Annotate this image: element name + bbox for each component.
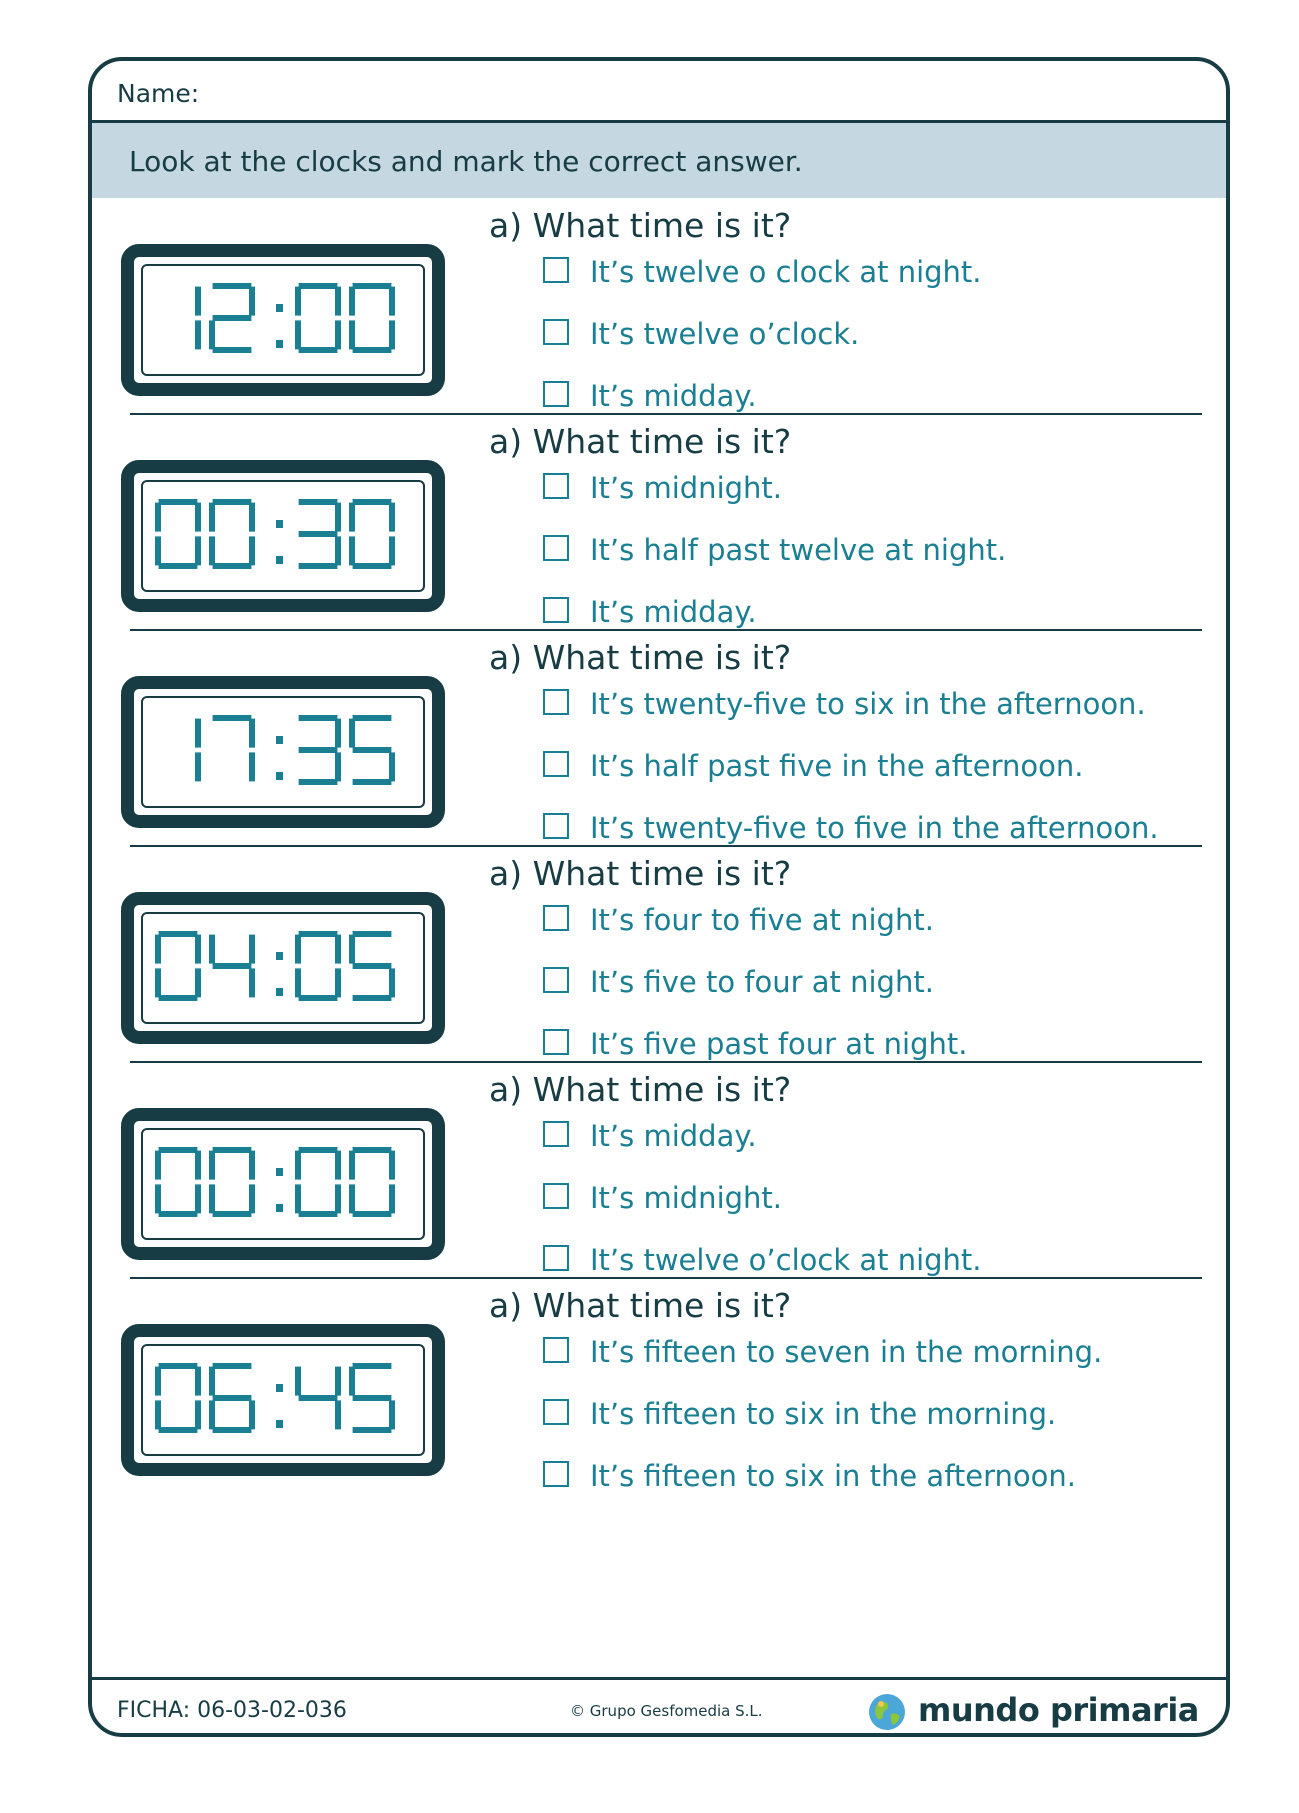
digit-segment: [213, 499, 252, 505]
clock-colon-dot: [276, 952, 283, 960]
answer-checkbox[interactable]: [543, 319, 569, 345]
answer-checkbox[interactable]: [543, 967, 569, 993]
digit-segment: [209, 320, 215, 349]
digit-segment: [195, 320, 201, 349]
clock-colon-dot: [276, 772, 283, 780]
digit-segment: [195, 503, 201, 532]
clock-digits: [143, 482, 423, 590]
digit-segment: [335, 536, 341, 565]
instruction-banner: [92, 123, 1226, 198]
answer-checkbox[interactable]: [543, 813, 569, 839]
digit-segment: [159, 1363, 198, 1369]
digit-segment: [155, 968, 161, 997]
digit-segment: [213, 1395, 252, 1401]
answer-label: It’s midnight.: [590, 1181, 782, 1215]
digit-segment: [155, 1151, 161, 1180]
digit-segment: [295, 968, 301, 997]
question-block: [92, 414, 1226, 662]
digit-segment: [335, 503, 341, 532]
answer-checkbox[interactable]: [543, 1121, 569, 1147]
digit-segment: [249, 287, 255, 316]
digit-segment: [299, 563, 338, 569]
digit-segment: [353, 1211, 392, 1217]
answer-label: It’s midnight.: [590, 471, 782, 505]
digit-segment: [155, 536, 161, 565]
digit-segment: [335, 968, 341, 997]
digit-segment: [335, 935, 341, 964]
digit-segment: [209, 1400, 215, 1429]
clock-colon-dot: [276, 1168, 283, 1176]
digit-segment: [213, 1363, 252, 1369]
digit-segment: [353, 963, 392, 969]
footer: [92, 1677, 1226, 1733]
digit-segment: [213, 1211, 252, 1217]
digit-segment: [349, 1367, 355, 1396]
question-block: [92, 630, 1226, 878]
digit-segment: [155, 503, 161, 532]
answer-checkbox[interactable]: [543, 905, 569, 931]
digit-segment: [389, 968, 395, 997]
answer-label: It’s twelve o clock at night.: [590, 255, 982, 289]
digit-segment: [209, 935, 215, 964]
digit-segment: [159, 1211, 198, 1217]
globe-icon: [867, 1692, 907, 1732]
answer-label: It’s half past five in the afternoon.: [590, 749, 1084, 783]
clock-colon-dot: [276, 556, 283, 564]
answer-checkbox[interactable]: [543, 1399, 569, 1425]
worksheet: [88, 57, 1230, 1737]
digit-segment: [353, 283, 392, 289]
answer-label: It’s twenty-five to five in the afternoon.: [590, 811, 1159, 845]
digit-segment: [389, 1400, 395, 1429]
digit-segment: [299, 1395, 338, 1401]
digital-clock: [121, 1324, 445, 1476]
name-row: [92, 61, 1226, 123]
digit-segment: [213, 1147, 252, 1153]
answer-label: It’s five to four at night.: [590, 965, 934, 999]
digit-segment: [389, 1184, 395, 1213]
digital-clock: [121, 676, 445, 828]
clock-display: [141, 912, 425, 1024]
digit-segment: [335, 1151, 341, 1180]
digit-segment: [353, 715, 392, 721]
clock-display: [141, 480, 425, 592]
digit-segment: [335, 287, 341, 316]
digit-segment: [335, 752, 341, 781]
digit-segment: [349, 719, 355, 748]
digit-segment: [155, 1367, 161, 1396]
digit-segment: [353, 995, 392, 1001]
digit-segment: [335, 1400, 341, 1429]
digit-segment: [295, 320, 301, 349]
digit-segment: [389, 752, 395, 781]
digit-segment: [299, 995, 338, 1001]
digit-segment: [389, 503, 395, 532]
digit-segment: [349, 1151, 355, 1180]
digit-segment: [349, 287, 355, 316]
digit-segment: [299, 499, 338, 505]
question-prompt: a) What time is it?: [489, 1070, 792, 1109]
question-prompt: a) What time is it?: [489, 638, 792, 677]
answer-checkbox[interactable]: [543, 535, 569, 561]
digit-segment: [389, 1151, 395, 1180]
digit-segment: [295, 1367, 301, 1396]
question-prompt: a) What time is it?: [489, 1286, 792, 1325]
answer-checkbox[interactable]: [543, 1245, 569, 1271]
question-prompt: a) What time is it?: [489, 854, 792, 893]
digital-clock: [121, 1108, 445, 1260]
digit-segment: [335, 320, 341, 349]
digit-segment: [213, 1427, 252, 1433]
digit-segment: [353, 931, 392, 937]
answer-label: It’s midday.: [590, 379, 757, 413]
question-prompt: a) What time is it?: [489, 422, 792, 461]
digit-segment: [195, 935, 201, 964]
ficha-code: FICHA: 06-03-02-036: [117, 1698, 347, 1723]
digit-segment: [195, 1151, 201, 1180]
digit-segment: [299, 715, 338, 721]
digit-segment: [159, 931, 198, 937]
digit-segment: [299, 1147, 338, 1153]
digit-segment: [155, 935, 161, 964]
digit-segment: [299, 531, 338, 537]
digit-segment: [299, 283, 338, 289]
digit-segment: [299, 779, 338, 785]
answer-label: It’s midday.: [590, 595, 757, 629]
digit-segment: [213, 715, 252, 721]
digit-segment: [349, 320, 355, 349]
clock-digits: [143, 1346, 423, 1454]
digit-segment: [195, 1400, 201, 1429]
clock-digits: [143, 1130, 423, 1238]
digit-segment: [353, 347, 392, 353]
digit-segment: [353, 499, 392, 505]
digit-segment: [159, 499, 198, 505]
digit-segment: [349, 503, 355, 532]
answer-checkbox[interactable]: [543, 689, 569, 715]
digit-segment: [249, 752, 255, 781]
answer-label: It’s fifteen to six in the morning.: [590, 1397, 1057, 1431]
answer-checkbox[interactable]: [543, 1029, 569, 1055]
digit-segment: [213, 283, 252, 289]
clock-colon-dot: [276, 736, 283, 744]
question-block: [92, 198, 1226, 446]
digit-segment: [249, 503, 255, 532]
clock-colon-dot: [276, 340, 283, 348]
question-prompt: a) What time is it?: [489, 206, 792, 245]
digit-segment: [195, 968, 201, 997]
instruction-text: Look at the clocks and mark the correct answer.: [129, 145, 803, 178]
clock-colon-dot: [276, 1384, 283, 1392]
digit-segment: [349, 1184, 355, 1213]
clock-display: [141, 696, 425, 808]
answer-checkbox[interactable]: [543, 381, 569, 407]
digit-segment: [335, 1367, 341, 1396]
answer-checkbox[interactable]: [543, 1183, 569, 1209]
answer-checkbox[interactable]: [543, 473, 569, 499]
clock-colon-dot: [276, 304, 283, 312]
question-block: [92, 1062, 1226, 1310]
digit-segment: [353, 1147, 392, 1153]
digit-segment: [295, 935, 301, 964]
answer-label: It’s fifteen to six in the afternoon.: [590, 1459, 1076, 1493]
digit-segment: [209, 1184, 215, 1213]
answer-checkbox[interactable]: [543, 597, 569, 623]
digit-segment: [209, 536, 215, 565]
answer-checkbox[interactable]: [543, 751, 569, 777]
digit-segment: [299, 1211, 338, 1217]
answer-label: It’s four to five at night.: [590, 903, 934, 937]
digit-segment: [389, 320, 395, 349]
digit-segment: [335, 719, 341, 748]
clock-display: [141, 1344, 425, 1456]
digital-clock: [121, 244, 445, 396]
digit-segment: [335, 1184, 341, 1213]
digit-segment: [249, 1184, 255, 1213]
digit-segment: [213, 347, 252, 353]
answer-checkbox[interactable]: [543, 1337, 569, 1363]
digit-segment: [159, 995, 198, 1001]
digit-segment: [353, 779, 392, 785]
digit-segment: [249, 536, 255, 565]
name-label: Name:: [117, 79, 200, 108]
digit-segment: [299, 931, 338, 937]
copyright: © Grupo Gesfomedia S.L.: [570, 1702, 763, 1720]
clock-colon-dot: [276, 1204, 283, 1212]
clock-colon-dot: [276, 988, 283, 996]
clock-colon-dot: [276, 520, 283, 528]
clock-digits: [143, 698, 423, 806]
clock-digits: [143, 914, 423, 1022]
digit-segment: [353, 747, 392, 753]
digit-segment: [389, 287, 395, 316]
digit-segment: [213, 315, 252, 321]
digit-segment: [389, 536, 395, 565]
brand-name: mundo primaria: [918, 1691, 1199, 1729]
digit-segment: [295, 1151, 301, 1180]
question-block: [92, 846, 1226, 1094]
digit-segment: [249, 968, 255, 997]
answer-checkbox[interactable]: [543, 1461, 569, 1487]
clock-display: [141, 264, 425, 376]
digit-segment: [155, 1184, 161, 1213]
answer-checkbox[interactable]: [543, 257, 569, 283]
digit-segment: [209, 1151, 215, 1180]
digit-segment: [155, 1400, 161, 1429]
digit-segment: [353, 1427, 392, 1433]
answer-label: It’s half past twelve at night.: [590, 533, 1007, 567]
digit-segment: [249, 1151, 255, 1180]
digit-segment: [213, 963, 252, 969]
digit-segment: [353, 563, 392, 569]
digit-segment: [299, 747, 338, 753]
clock-digits: [143, 266, 423, 374]
clock-colon-dot: [276, 1420, 283, 1428]
digit-segment: [209, 503, 215, 532]
digit-segment: [353, 1363, 392, 1369]
digit-segment: [249, 935, 255, 964]
digit-segment: [249, 719, 255, 748]
digit-segment: [299, 347, 338, 353]
answer-label: It’s fifteen to seven in the morning.: [590, 1335, 1103, 1369]
answer-label: It’s twelve o’clock at night.: [590, 1243, 982, 1277]
digit-segment: [195, 719, 201, 748]
answer-label: It’s midday.: [590, 1119, 757, 1153]
answer-label: It’s twenty-five to six in the afternoon.: [590, 687, 1146, 721]
digit-segment: [195, 752, 201, 781]
digit-segment: [195, 1184, 201, 1213]
digit-segment: [159, 1427, 198, 1433]
digit-segment: [249, 1400, 255, 1429]
clock-display: [141, 1128, 425, 1240]
digit-segment: [195, 536, 201, 565]
answer-label: It’s twelve o’clock.: [590, 317, 860, 351]
digit-segment: [195, 1367, 201, 1396]
digit-segment: [295, 1184, 301, 1213]
question-block: [92, 1278, 1226, 1526]
digit-segment: [349, 536, 355, 565]
digit-segment: [213, 563, 252, 569]
digit-segment: [209, 1367, 215, 1396]
digit-segment: [349, 935, 355, 964]
digit-segment: [295, 287, 301, 316]
digit-segment: [195, 287, 201, 316]
digit-segment: [159, 563, 198, 569]
answer-label: It’s five past four at night.: [590, 1027, 968, 1061]
digit-segment: [159, 1147, 198, 1153]
digit-segment: [353, 1395, 392, 1401]
digital-clock: [121, 892, 445, 1044]
digital-clock: [121, 460, 445, 612]
